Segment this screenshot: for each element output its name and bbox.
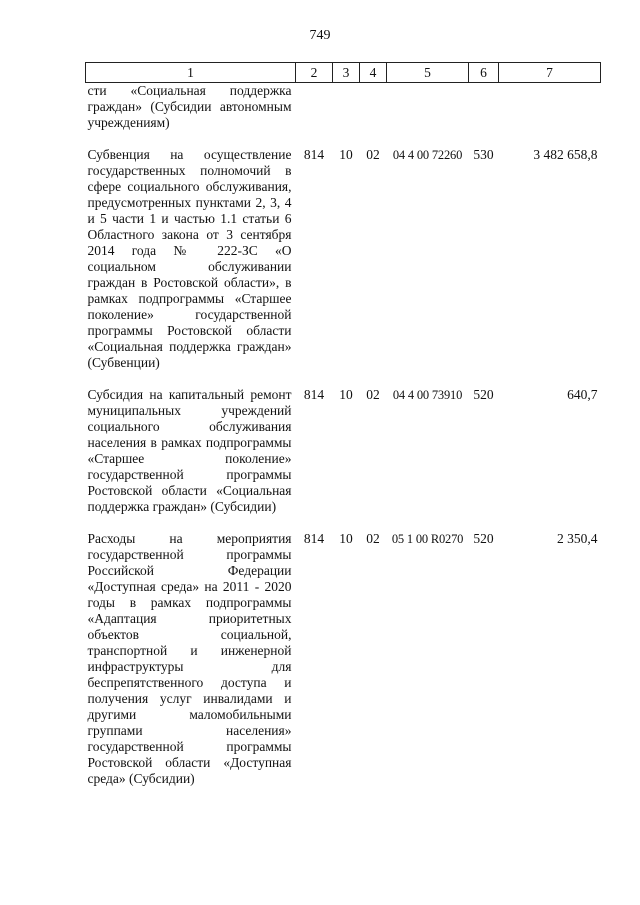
row-subsection-code: 02 [366, 147, 380, 162]
row-amount: 640,7 [567, 387, 598, 402]
column-header-6: 6 [469, 63, 499, 83]
row-expense-type: 530 [473, 147, 494, 162]
column-header-5: 5 [387, 63, 469, 83]
table-row [86, 147, 601, 387]
column-header-1: 1 [86, 63, 296, 83]
row-description: Субвенция на осуществление государственных полномочий в сфере социального обслуживания, предусмотренных пунктами 2, 3, 4 и 5 части 1 и частью 1.1 статьи 6 Областного закона от 3 сентября 2014 года № 222-ЗС «О социальном обслуживании граждан в Ростовской области», в рамках подпрограммы «Старшее поколение» государственной программы Ростовской области «Социальная поддержка граждан» (Субвенции) [87, 147, 292, 370]
row-subsection-code: 02 [366, 387, 380, 402]
row-ministry-code: 814 [303, 531, 325, 546]
table-row [86, 387, 601, 531]
row-subsection-code [360, 83, 387, 148]
table-header-row [86, 63, 601, 83]
row-subsection-code: 02 [366, 531, 380, 546]
row-ministry-code [296, 83, 333, 148]
column-header-2: 2 [296, 63, 333, 83]
row-amount: 3 482 658,8 [533, 147, 598, 162]
row-section-code: 10 [339, 387, 353, 402]
budget-table [85, 62, 601, 787]
row-section-code: 10 [339, 147, 353, 162]
row-description: Субсидия на капитальный ремонт муниципальных учреждений социального обслуживания населения в рамках подпрограммы «Старшее поколение» государственной программы Ростовской области «Социальная поддержка граждан» (Субсидии) [87, 387, 292, 514]
row-section-code [333, 83, 360, 148]
row-section-code: 10 [339, 531, 353, 546]
page-number: 749 [309, 28, 331, 43]
row-description: сти «Социальная поддержка граждан» (Субсидии автономным учреждениям) [87, 83, 292, 130]
row-expense-type: 520 [473, 531, 494, 546]
table-row [86, 83, 601, 148]
row-description: Расходы на мероприятия государственной программы Российской Федерации «Доступная среда» на 2011 - 2020 годы в рамках подпрограммы «Адаптация приоритетных объектов социальной, транспортной и инженерной инфраструктуры для беспрепятственного доступа и получения услуг инвалидами и другими маломобильными группами населения» государственной программы Ростовской области «Доступная среда» (Субсидии) [87, 531, 292, 786]
row-ministry-code: 814 [303, 147, 325, 162]
row-target-article [387, 83, 469, 148]
row-target-article: 04 4 00 73910 [392, 388, 463, 402]
row-expense-type [469, 83, 499, 148]
column-header-3: 3 [333, 63, 360, 83]
row-target-article: 05 1 00 R0270 [391, 532, 464, 546]
column-header-7: 7 [499, 63, 601, 83]
column-header-4: 4 [360, 63, 387, 83]
row-ministry-code: 814 [303, 387, 325, 402]
row-amount [499, 83, 601, 148]
row-amount: 2 350,4 [557, 531, 598, 546]
table-row [86, 531, 601, 787]
row-target-article: 04 4 00 72260 [392, 148, 463, 162]
row-expense-type: 520 [473, 387, 494, 402]
